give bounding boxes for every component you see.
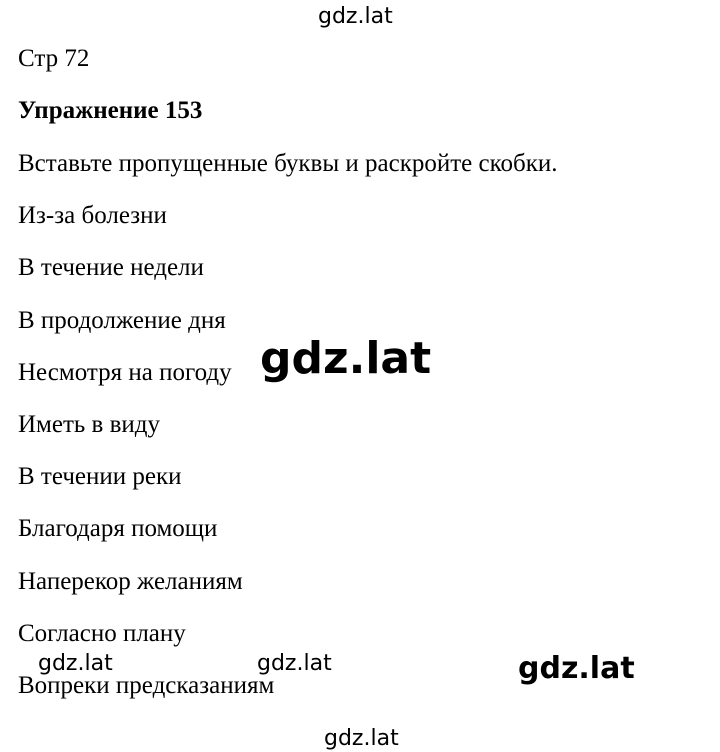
answer-line: Несмотря на погоду: [18, 359, 232, 386]
answer-line: В течение недели: [18, 254, 204, 281]
watermark-bottom-right: gdz.lat: [518, 651, 635, 686]
watermark-bottom-middle: gdz.lat: [257, 651, 332, 676]
page-number: Стр 72: [18, 45, 90, 72]
exercise-title: Упражнение 153: [18, 97, 203, 124]
answer-line: Иметь в виду: [18, 411, 161, 438]
watermark-bottom: gdz.lat: [324, 726, 399, 751]
watermark-center: gdz.lat: [260, 333, 432, 384]
answer-line: Согласно плану: [18, 620, 186, 647]
answer-line: В продолжение дня: [18, 307, 226, 334]
answer-line: Из-за болезни: [18, 202, 167, 229]
watermark-bottom-left: gdz.lat: [38, 651, 113, 676]
answer-line: Вопреки предсказаниям: [18, 672, 275, 699]
task-instruction: Вставьте пропущенные буквы и раскройте скобки.: [18, 150, 558, 177]
watermark-top: gdz.lat: [318, 4, 393, 29]
answer-line: В течении реки: [18, 463, 182, 490]
answer-line: Наперекор желаниям: [18, 568, 243, 595]
answer-line: Благодаря помощи: [18, 515, 218, 542]
